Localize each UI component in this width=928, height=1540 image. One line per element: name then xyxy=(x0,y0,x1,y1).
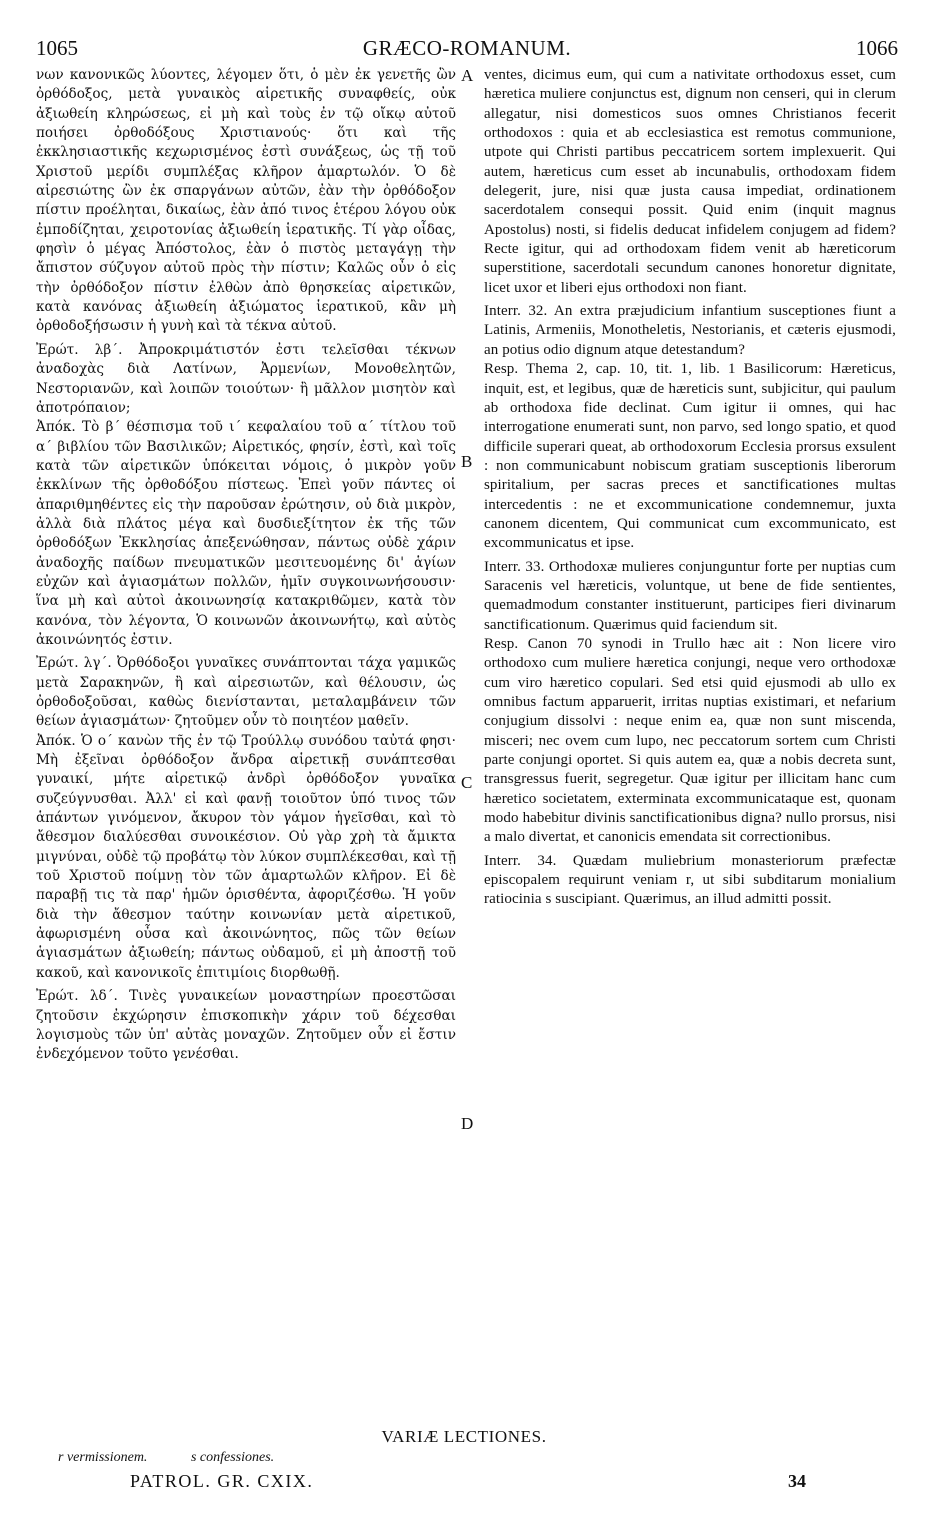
margin-marker-b: B xyxy=(461,452,473,471)
latin-column xyxy=(484,66,896,910)
footnote-s: s confessiones. xyxy=(190,1450,275,1465)
greek-question-32: Ἐρώτ. λβ΄. Ἀπροκριμάτιστόν ἐστι τελεῖσθαι τέκνων ἀναδοχὰς διὰ Λατίνων, Ἀρμενίων, Μονοθελητῶν, Νεστοριανῶν, καὶ λοιπῶν τοιούτων· ἢ μᾶλλον μισητὸν καὶ ἀποτρόπαιον; xyxy=(36,341,456,416)
latin-answer-33: Resp. Canon 70 synodi in Trullo hæc ait : Non licere viro orthodoxo cum muliere hæretica conjungi, neque vero orthodoxæ cum viro hæretico copulari. Sed etsi quid ejusmodi ab ullo ex omnibus factum apparuerit, irritas nuptias existimari, et nefarium conjugium dissolvi : neque enim ea, quæ non sunt miscenda, misceri; nec ovem cum lupo, nec peccatorum sortem cum Christi parte conjungi oportet. Si quis autem ea, quæ a nobis decreta sunt, transgressus fuerit, segregetur. Quæ igitur per illicitam hanc cum hæretico societatem, exterminata excommunicataque est, quonam modo habebitur divinis sanctificationibus digna? nullo prorsus, nisi a malo divertat, et canonicis emendata sit correctionibus. xyxy=(484,635,896,846)
greek-column xyxy=(36,66,456,1065)
page-number-right: 1066 xyxy=(856,36,898,60)
footnotes xyxy=(58,1450,314,1466)
margin-marker-c: C xyxy=(461,773,473,792)
footer-sheet-number: 34 xyxy=(788,1471,806,1491)
margin-marker-d: D xyxy=(461,1114,474,1133)
page-number-left: 1065 xyxy=(36,36,78,60)
greek-answer-32: Ἀπόκ. Τὸ β΄ θέσπισμα τοῦ ι΄ κεφαλαίου τοῦ α΄ τίτλου τοῦ α΄ βιβλίου τῶν Βασιλικῶν; Αἱρετικός, φησίν, ἐστὶ, καὶ τοῖς κατὰ τῶν αἱρετικῶν ὑπόκειται νόμοις, ὁ μικρὸν γοῦν ἐκκλίνων τῆς ὀρθοδόξου πίστεως. Ἐπεὶ γοῦν πάντες οἱ ἀπαριθμηθέντες εἰς τὴν παροῦσαν ἐρώτησιν, οὐ διὰ μικρὸν, ἀλλὰ διὰ πλάτος μέγα καὶ δυσδιεξίτητον ἐκ τῆς τῶν ὀρθοδόξων Ἐκκλησίας ἀπεξενώθησαν, πάντως οὐδὲ χάριν ἀναδοχῆς παίδων πνευματικῶν μεσιτευομένης δι' ἁγίων εὐχῶν καὶ ἁγιασμάτων πολλῶν, ἡμῖν συγκοινωνήσουσιν· ἵνα μὴ καὶ αὐτοὶ ἀκοινωνησίᾳ κατακριθῶμεν, κατὰ τὸν κανόνα, τὸν λέγοντα, Ὁ κοινωνῶν ἀκοινωνήτῳ, καὶ αὐτὸς ἀκοινώνητός ἐστιν. xyxy=(36,419,456,648)
footnote-r: r vermissionem. xyxy=(58,1450,148,1465)
greek-question-33: Ἐρώτ. λγ΄. Ὀρθόδοξοι γυναῖκες συνάπτονται τάχα γαμικῶς μετὰ Σαρακηνῶν, ἢ καὶ αἱρεσιωτῶν, καὶ θέλουσιν, ὡς ὀρθοδοξοῦσαι, καθὼς διενίστανται, μεταλαμβάνειν τῶν θείων ἁγιασμάτων· ζητοῦμεν οὖν τὸ ποιητέον μαθεῖν. xyxy=(36,655,456,730)
latin-paragraph: ventes, dicimus eum, qui cum a nativitate orthodoxus esset, cum hæretica muliere conjunctus est, dignum non censeri, qui in clerum allegatur, nisi domesticos suos omnes Christianos fecerit orthodoxos : quia et ab ecclesiastica est remotus communione, utpote qui Christi partibus peccatricem sortem implexuerit. Qui autem, hæreticus cum esset ab incunabulis, orthodoxam fidem delegerit, jure, nisi quæ justa causa impediat, ordinationem sacerdotalem consequi possit. Quid enim (inquit magnus Apostolus) nosti, si fidelis deducat infidelem conjugem ad fidem? Recte igitur, qui ad orthodoxam fidem venit ab hæreticorum superstitione, sacerdotali secundum canones honoretur dignitate, licet uxor et liberi ejus orthodoxi non fiant. xyxy=(484,67,896,296)
page-header xyxy=(36,36,898,66)
latin-question-34: Interr. 34. Quædam muliebrium monasteriorum præfectæ episcopalem requirunt veniam r, ut sibi subditarum monialium ratiocinia s suscipiant. Quærimus, an illud admitti possit. xyxy=(484,852,896,908)
greek-answer-33: Ἀπόκ. Ὁ ο΄ κανὼν τῆς ἐν τῷ Τρούλλῳ συνόδου ταὐτά φησι· Μὴ ἐξεῖναι ὀρθόδοξον ἄνδρα αἱρετικῇ συνάπτεσθαι γυναικί, μήτε αἱρετικῷ ἀνδρὶ ὀρθόδοξον γυναῖκα συζεύγνυσθαι. Ἀλλ' εἰ καὶ φανῇ τοιοῦτον ὑπό τινος τῶν ἁπάντων γινόμενον, ἄκυρον τὸν γάμον ἡγεῖσθαι, καὶ τὸ ἄθεσμον διαλύεσθαι συνοικέσιον. Οὐ γὰρ χρὴ τὰ ἄμικτα μιγνύναι, οὐδὲ τῷ προβάτῳ τὸν λύκον συμπλέκεσθαι, καὶ τῇ τοῦ Χριστοῦ ποίμνῃ τὸν τῶν ἁμαρτωλῶν κλῆρον. Εἰ δὲ παραβῇ τις τὰ παρ' ἡμῶν ὁρισθέντα, ἀφοριζέσθω. Ἡ γοῦν διὰ τὴν ἄθεσμον ταύτην κοινωνίαν μετὰ αἱρετικοῦ, ἀφωρισμένη οὖσα καὶ ἀκοινώνητος, πῶς τῶν θείων ἁγιασμάτων ἀξιωθείη; πάντως οὐδαμοῦ, εἰ μὴ ἀποστῇ τοῦ κακοῦ, καὶ κανονικοῖς ἐπιτιμίοις διορθωθῇ. xyxy=(36,732,456,981)
margin-marker-a: A xyxy=(461,66,474,85)
greek-paragraph: νων κανονικῶς λύοντες, λέγομεν ὅτι, ὁ μὲν ἐκ γενετῆς ὢν ὀρθόδοξος, μετὰ γυναικὸς αἱρετικῆς συναφθείς, οὐκ ἀξιωθείη κληρώσεως, εἰ μὴ καὶ τοὺς ἐν τῷ οἴκῳ αὐτοῦ ποιήσει ὀρθοδόξους Χριστιανούς· ὅτι καὶ τῆς ἐκκλησιαστικῆς κεχωρισμένος ἐστὶ συνάξεως, ὡς τῇ τοῦ Χριστοῦ μερίδι συμπλέξας κλῆρον ἁμαρτωλόν. Ὁ δὲ αἱρεσιώτης ὢν ἐκ σπαργάνων αὐτῶν, ἐὰν τὴν ὀρθόδοξον πίστιν προέληται, δικαίως, ἐὰν ἀπό τινος ἑτέρου λόγου οὐκ ἐμποδίζηται, χειροτονίας ἀξιωθείη ἱερατικῆς. Τί γὰρ οἶδας, φησὶν ὁ μέγας Ἀπόστολος, ἐὰν ὁ πιστὸς μεταγάγῃ τὴν ἄπιστον σύζυγον αὐτοῦ πρὸς τὴν πίστιν; Καλῶς οὖν ὁ εἰς τὴν ὀρθόδοξον πίστιν ἐλθὼν ἀπὸ θρησκείας αἱρετικῶν, κατὰ κανόνας ἀξιωθείη ἀξιώματος ἱερατικοῦ, κἂν μὴ ὀρθοδοξήσωσιν ἡ γυνὴ καὶ τὰ τέκνα αὐτοῦ. xyxy=(36,67,456,335)
latin-answer-32: Resp. Thema 2, cap. 10, tit. 1, lib. 1 Basilicorum: Hæreticus, inquit, est, et legibus, quæ de hæreticis sunt, subjicitur, qui paulum ab orthodoxa fide declinat. Cum igitur ii omnes, qui hac interrogatione enumerati sunt, non parvo, sed longo spatio, et quod difficile superari queat, ab orthodoxorum Ecclesia prorsus exsulent : non communicabunt nobiscum gratiam susceptionis liberorum spiritalium, per sacras preces et sanctificationes multas intercedentis : ne et excommunicatione condemnemur, juxta canonem dicentem, Qui communicat cum excommunicato, est excommunicatus et ipse. xyxy=(484,361,896,552)
footer-source: PATROL. GR. CXIX. xyxy=(130,1471,314,1491)
latin-question-32: Interr. 32. An extra præjudicium infantium susceptiones fiunt a Latinis, Armeniis, Monotheletis, Nestorianis, et cæteris ejusmodi, an potius odio dignum atque detestandum? xyxy=(484,303,896,358)
greek-question-34: Ἐρώτ. λδ΄. Τινὲς γυναικείων μοναστηρίων προεστῶσαι ζητοῦσιν ἐκχώρησιν ἐπισκοπικὴν χάριν τοῦ δέχεσθαι λογισμοὺς τῶν ὑπ' αὐτὰς μοναχῶν. Ζητοῦμεν οὖν εἰ ἔστιν ἐνδεχόμενον τοῦτο γενέσθαι. xyxy=(36,988,456,1063)
running-title: GRÆCO-ROMANUM. xyxy=(362,36,572,60)
latin-question-33: Interr. 33. Orthodoxæ mulieres conjunguntur forte per nuptias cum Saracenis vel hæreticis, voluntque, ut bene de fide sentientes, quemadmodum constanter instituerunt, participes fieri divinarum sanctificationum. Quærimus quid faciendum sit. xyxy=(484,558,896,633)
variae-lectiones-title: VARIÆ LECTIONES. xyxy=(381,1427,547,1446)
